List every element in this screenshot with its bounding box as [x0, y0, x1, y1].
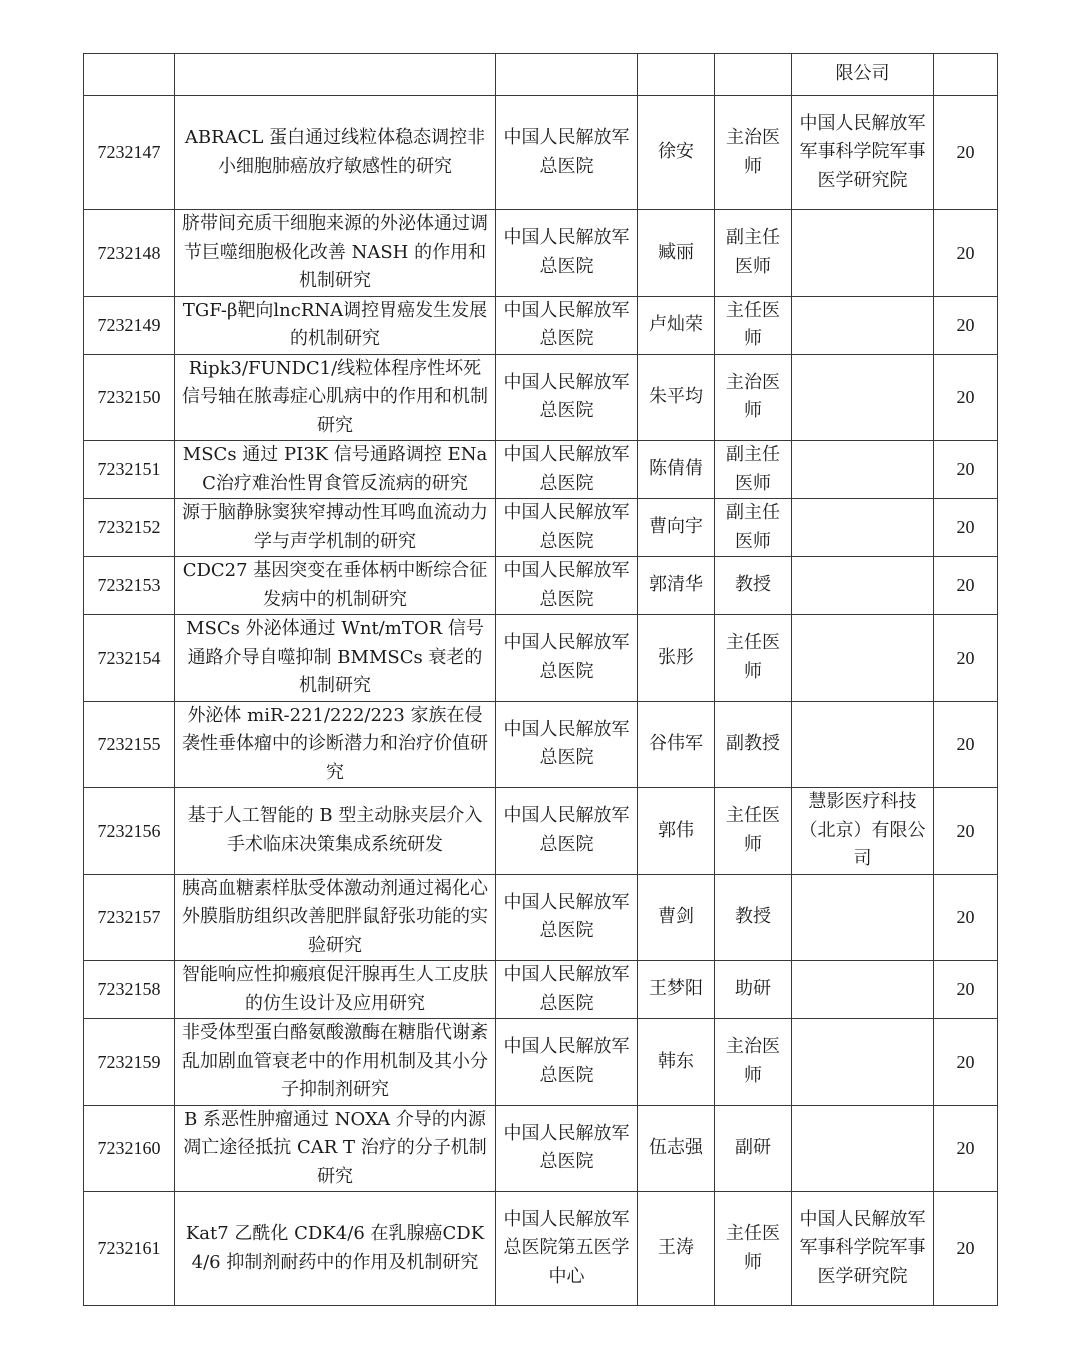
cell-title: ABRACL 蛋白通过线粒体稳态调控非小细胞肺癌放疗敏感性的研究: [175, 96, 496, 210]
cell-pi: [638, 54, 715, 96]
cell-rank: 副主任医师: [715, 441, 792, 499]
cell-institution: 中国人民解放军总医院: [496, 96, 638, 210]
cell-partner: [792, 961, 934, 1019]
cell-rank: 副主任医师: [715, 499, 792, 557]
cell-partner: 中国人民解放军军事科学院军事医学研究院: [792, 1192, 934, 1306]
cell-partner: [792, 441, 934, 499]
cell-partner: 中国人民解放军军事科学院军事医学研究院: [792, 96, 934, 210]
cell-id: 7232158: [84, 961, 175, 1019]
cell-amount: 20: [934, 96, 998, 210]
cell-pi: 曹向宇: [638, 499, 715, 557]
cell-title: 外泌体 miR-221/222/223 家族在侵袭性垂体瘤中的诊断潜力和治疗价值研究: [175, 701, 496, 788]
table-row: [84, 210, 998, 297]
cell-amount: 20: [934, 1192, 998, 1306]
cell-title: 基于人工智能的 B 型主动脉夹层介入手术临床决策集成系统研发: [175, 788, 496, 875]
cell-rank: 主治医师: [715, 354, 792, 441]
table-row: [84, 788, 998, 875]
cell-title: 源于脑静脉窦狭窄搏动性耳鸣血流动力学与声学机制的研究: [175, 499, 496, 557]
cell-title: Ripk3/FUNDC1/线粒体程序性坏死信号轴在脓毒症心肌病中的作用和机制研究: [175, 354, 496, 441]
cell-pi: 郭伟: [638, 788, 715, 875]
cell-partner: 限公司: [792, 54, 934, 96]
cell-pi: 曹剑: [638, 874, 715, 961]
cell-amount: 20: [934, 788, 998, 875]
cell-pi: 王涛: [638, 1192, 715, 1306]
cell-id: 7232152: [84, 499, 175, 557]
cell-amount: 20: [934, 354, 998, 441]
cell-institution: 中国人民解放军总医院: [496, 1019, 638, 1106]
cell-institution: 中国人民解放军总医院: [496, 296, 638, 354]
cell-pi: 张彤: [638, 615, 715, 702]
cell-amount: 20: [934, 441, 998, 499]
cell-rank: 副研: [715, 1105, 792, 1192]
cell-id: 7232159: [84, 1019, 175, 1106]
cell-id: 7232147: [84, 96, 175, 210]
cell-institution: 中国人民解放军总医院: [496, 615, 638, 702]
cell-title: MSCs 通过 PI3K 信号通路调控 ENaC治疗难治性胃食管反流病的研究: [175, 441, 496, 499]
table-row: [84, 874, 998, 961]
cell-rank: 副主任医师: [715, 210, 792, 297]
cell-institution: 中国人民解放军总医院第五医学中心: [496, 1192, 638, 1306]
table-row: [84, 1019, 998, 1106]
cell-pi: 卢灿荣: [638, 296, 715, 354]
table-row: [84, 354, 998, 441]
cell-amount: 20: [934, 499, 998, 557]
project-table-body: [84, 54, 998, 1306]
cell-title: 智能响应性抑瘢痕促汗腺再生人工皮肤的仿生设计及应用研究: [175, 961, 496, 1019]
cell-institution: 中国人民解放军总医院: [496, 874, 638, 961]
cell-title: Kat7 乙酰化 CDK4/6 在乳腺癌CDK4/6 抑制剂耐药中的作用及机制研究: [175, 1192, 496, 1306]
cell-pi: 臧丽: [638, 210, 715, 297]
cell-id: [84, 54, 175, 96]
cell-id: 7232156: [84, 788, 175, 875]
cell-partner: [792, 1019, 934, 1106]
cell-rank: 主任医师: [715, 788, 792, 875]
cell-amount: 20: [934, 1105, 998, 1192]
cell-partner: 慧影医疗科技（北京）有限公司: [792, 788, 934, 875]
cell-partner: [792, 499, 934, 557]
cell-partner: [792, 1105, 934, 1192]
cell-pi: 王梦阳: [638, 961, 715, 1019]
cell-id: 7232151: [84, 441, 175, 499]
table-row: [84, 615, 998, 702]
cell-id: 7232153: [84, 557, 175, 615]
cell-title: MSCs 外泌体通过 Wnt/mTOR 信号通路介导自噬抑制 BMMSCs 衰老的机制研究: [175, 615, 496, 702]
cell-institution: 中国人民解放军总医院: [496, 557, 638, 615]
cell-institution: [496, 54, 638, 96]
cell-id: 7232148: [84, 210, 175, 297]
cell-institution: 中国人民解放军总医院: [496, 441, 638, 499]
cell-rank: 主治医师: [715, 96, 792, 210]
cell-title: B 系恶性肿瘤通过 NOXA 介导的内源凋亡途径抵抗 CAR T 治疗的分子机制研究: [175, 1105, 496, 1192]
cell-pi: 谷伟军: [638, 701, 715, 788]
table-row: [84, 54, 998, 96]
cell-amount: 20: [934, 615, 998, 702]
table-row: [84, 441, 998, 499]
cell-title: 胰高血糖素样肽受体激动剂通过褐化心外膜脂肪组织改善肥胖鼠舒张功能的实验研究: [175, 874, 496, 961]
cell-id: 7232155: [84, 701, 175, 788]
cell-institution: 中国人民解放军总医院: [496, 788, 638, 875]
cell-rank: 教授: [715, 874, 792, 961]
cell-institution: 中国人民解放军总医院: [496, 701, 638, 788]
cell-amount: [934, 54, 998, 96]
table-row: [84, 1105, 998, 1192]
cell-partner: [792, 701, 934, 788]
table-row: [84, 499, 998, 557]
cell-pi: 陈倩倩: [638, 441, 715, 499]
cell-partner: [792, 296, 934, 354]
table-row: [84, 96, 998, 210]
cell-pi: 朱平均: [638, 354, 715, 441]
cell-id: 7232149: [84, 296, 175, 354]
cell-partner: [792, 557, 934, 615]
cell-amount: 20: [934, 1019, 998, 1106]
cell-title: [175, 54, 496, 96]
table-row: [84, 701, 998, 788]
cell-institution: 中国人民解放军总医院: [496, 354, 638, 441]
cell-id: 7232154: [84, 615, 175, 702]
cell-title: TGF-β靶向lncRNA调控胃癌发生发展的机制研究: [175, 296, 496, 354]
cell-rank: [715, 54, 792, 96]
cell-amount: 20: [934, 296, 998, 354]
cell-id: 7232161: [84, 1192, 175, 1306]
cell-partner: [792, 615, 934, 702]
cell-partner: [792, 354, 934, 441]
table-row: [84, 296, 998, 354]
cell-amount: 20: [934, 701, 998, 788]
cell-id: 7232157: [84, 874, 175, 961]
cell-pi: 伍志强: [638, 1105, 715, 1192]
cell-amount: 20: [934, 961, 998, 1019]
cell-pi: 韩东: [638, 1019, 715, 1106]
cell-rank: 主任医师: [715, 296, 792, 354]
cell-pi: 郭清华: [638, 557, 715, 615]
cell-rank: 主治医师: [715, 1019, 792, 1106]
table-row: [84, 961, 998, 1019]
table-row: [84, 1192, 998, 1306]
cell-title: CDC27 基因突变在垂体柄中断综合征发病中的机制研究: [175, 557, 496, 615]
cell-partner: [792, 210, 934, 297]
cell-rank: 助研: [715, 961, 792, 1019]
cell-pi: 徐安: [638, 96, 715, 210]
cell-rank: 副教授: [715, 701, 792, 788]
cell-rank: 主任医师: [715, 615, 792, 702]
cell-rank: 教授: [715, 557, 792, 615]
cell-institution: 中国人民解放军总医院: [496, 961, 638, 1019]
cell-institution: 中国人民解放军总医院: [496, 210, 638, 297]
project-table: [83, 53, 998, 1306]
cell-title: 非受体型蛋白酪氨酸激酶在糖脂代谢紊乱加剧血管衰老中的作用机制及其小分子抑制剂研究: [175, 1019, 496, 1106]
cell-amount: 20: [934, 874, 998, 961]
cell-rank: 主任医师: [715, 1192, 792, 1306]
cell-partner: [792, 874, 934, 961]
cell-title: 脐带间充质干细胞来源的外泌体通过调节巨噬细胞极化改善 NASH 的作用和机制研究: [175, 210, 496, 297]
cell-amount: 20: [934, 557, 998, 615]
table-row: [84, 557, 998, 615]
cell-id: 7232150: [84, 354, 175, 441]
cell-id: 7232160: [84, 1105, 175, 1192]
cell-amount: 20: [934, 210, 998, 297]
cell-institution: 中国人民解放军总医院: [496, 499, 638, 557]
cell-institution: 中国人民解放军总医院: [496, 1105, 638, 1192]
